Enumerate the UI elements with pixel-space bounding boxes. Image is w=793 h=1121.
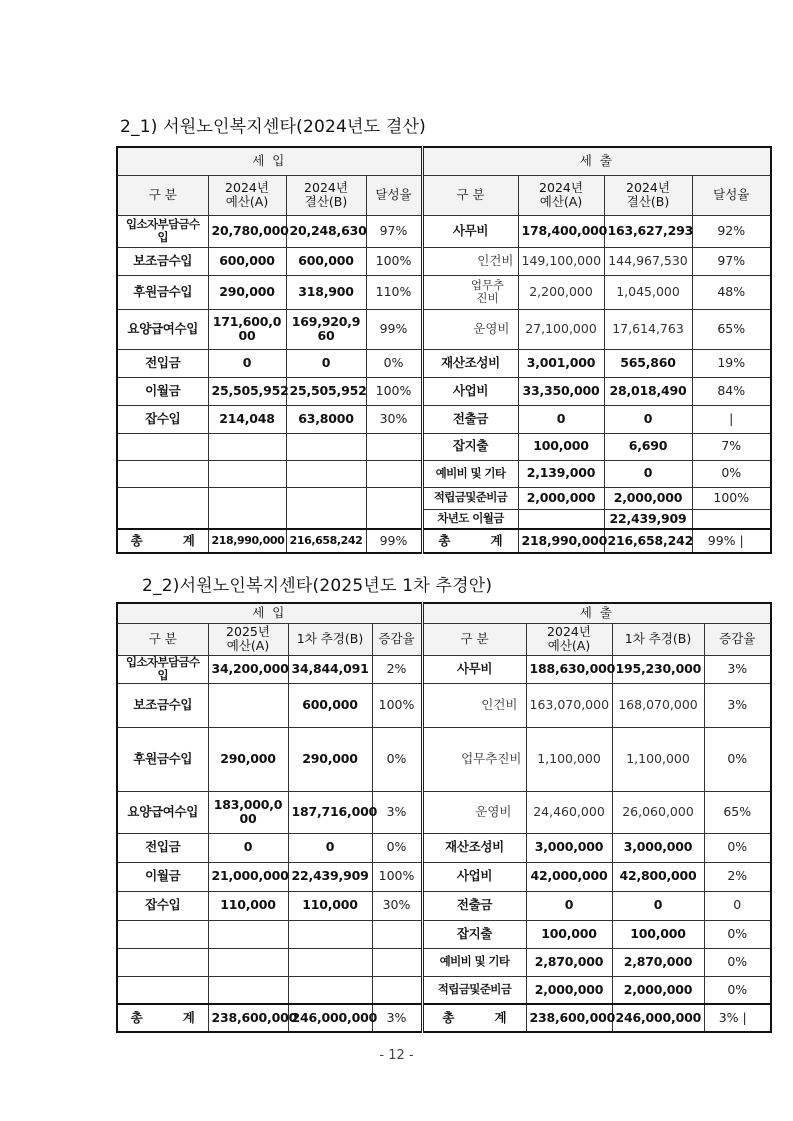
settlement-2024-table (116, 146, 772, 554)
col-budget: 2024년 예산(A) (526, 623, 612, 655)
total-value: 238,600,000 (526, 1004, 612, 1032)
cell-value: 2,000,000 (604, 487, 692, 509)
cell-rate: 97% (692, 247, 771, 275)
empty-cell (286, 460, 366, 487)
cell-rate: 99% (366, 309, 422, 349)
cell-value: 187,716,000 (288, 791, 372, 833)
empty-cell (117, 976, 208, 1004)
empty-cell (208, 433, 286, 460)
table-row (117, 976, 771, 1004)
section-title-2024-settlement: 2_1) 서원노인복지센타(2024년도 결산) (120, 117, 426, 137)
cell-value: 22,439,909 (604, 509, 692, 529)
row-label: 잡수입 (117, 891, 208, 920)
col-revised: 1차 추경(B) (288, 623, 372, 655)
cell-value: 149,100,000 (518, 247, 604, 275)
cell-value: 0 (612, 891, 704, 920)
cell-rate: 48% (692, 275, 771, 309)
cell-value: 100,000 (612, 920, 704, 948)
row-label: 요양급여수입 (117, 791, 208, 833)
cell-value: 27,100,000 (518, 309, 604, 349)
table-row (117, 460, 771, 487)
row-label: 요양급여수입 (117, 309, 208, 349)
cell-value: 178,400,000 (518, 215, 604, 247)
empty-cell (117, 460, 208, 487)
expense-header: 세 출 (422, 603, 771, 623)
row-label: 업무추진비 (422, 727, 526, 791)
cell-rate: 100% (692, 487, 771, 509)
income-header: 세 입 (117, 603, 422, 623)
empty-cell (372, 976, 422, 1004)
row-label: 적립금및준비금 (422, 487, 518, 509)
col-category: 구 분 (117, 623, 208, 655)
cell-value: 2,000,000 (518, 487, 604, 509)
cell-value: 168,070,000 (612, 683, 704, 727)
cell-rate: 100% (366, 377, 422, 405)
cell-rate: 97% (366, 215, 422, 247)
total-rate: 99% (366, 529, 422, 553)
col-actual: 2024년 결산(B) (286, 175, 366, 215)
table-row (117, 349, 771, 377)
total-label (422, 1004, 526, 1032)
row-label: 운영비 (422, 309, 518, 349)
cell-value: 3,000,000 (612, 833, 704, 862)
cell-value: 318,900 (286, 275, 366, 309)
cell-value: 2,870,000 (612, 948, 704, 976)
total-label-b: 계 (182, 1009, 195, 1025)
cell-value: 1,045,000 (604, 275, 692, 309)
row-label: 전출금 (422, 405, 518, 433)
cell-rate: 0% (372, 833, 422, 862)
cell-rate: 100% (366, 247, 422, 275)
cell-value: 163,627,293 (604, 215, 692, 247)
row-label: 전입금 (117, 833, 208, 862)
cell-rate: 30% (372, 891, 422, 920)
cell-rate: 0% (704, 727, 771, 791)
cell-rate (692, 509, 771, 529)
cell-value: 63,8000 (286, 405, 366, 433)
total-value: 246,000,000 (612, 1004, 704, 1032)
total-rate: 99% | (692, 529, 771, 553)
col-budget: 2025년 예산(A) (208, 623, 288, 655)
cell-value: 34,844,091 (288, 655, 372, 683)
row-label: 적립금및준비금 (422, 976, 526, 1004)
col-category: 구 분 (422, 623, 526, 655)
cell-rate: 0% (704, 833, 771, 862)
cell-rate: 0% (366, 349, 422, 377)
cell-rate: 3% (704, 655, 771, 683)
total-label-a: 총 (438, 532, 451, 548)
cell-rate: 2% (704, 862, 771, 891)
row-label: 전출금 (422, 891, 526, 920)
table-row (117, 655, 771, 683)
col-rate: 증감율 (704, 623, 771, 655)
table-row (117, 215, 771, 247)
col-rate: 달성율 (692, 175, 771, 215)
cell-rate: 92% (692, 215, 771, 247)
row-label: 보조금수입 (117, 247, 208, 275)
total-label-b: 계 (490, 532, 503, 548)
cell-rate: 30% (366, 405, 422, 433)
total-label-a: 총 (442, 1009, 455, 1025)
cell-value: 188,630,000 (526, 655, 612, 683)
cell-value: 171,600,000 (208, 309, 286, 349)
cell-value: 1,100,000 (612, 727, 704, 791)
row-label: 인건비 (422, 683, 526, 727)
cell-value: 0 (604, 460, 692, 487)
cell-value: 42,000,000 (526, 862, 612, 891)
total-label (422, 529, 518, 553)
total-value: 216,658,242 (286, 529, 366, 553)
empty-cell (372, 920, 422, 948)
cell-value: 100,000 (518, 433, 604, 460)
cell-value: 0 (208, 349, 286, 377)
empty-cell (117, 433, 208, 460)
row-label-text: 업무추진비 (470, 277, 505, 305)
empty-cell (372, 948, 422, 976)
empty-cell (117, 948, 208, 976)
cell-rate: 0% (704, 920, 771, 948)
row-label: 후원금수입 (117, 727, 208, 791)
cell-rate: 0 (704, 891, 771, 920)
empty-cell (208, 976, 288, 1004)
cell-rate: 3% (704, 683, 771, 727)
page-number: - 12 - (379, 1048, 414, 1063)
empty-cell (366, 487, 422, 529)
row-label: 사무비 (422, 655, 526, 683)
cell-rate: | (692, 405, 771, 433)
row-label: 잡수입 (117, 405, 208, 433)
table-row (117, 433, 771, 460)
cell-value: 3,001,000 (518, 349, 604, 377)
row-label: 운영비 (422, 791, 526, 833)
cell-value: 2,870,000 (526, 948, 612, 976)
cell-value: 26,060,000 (612, 791, 704, 833)
empty-cell (208, 920, 288, 948)
total-rate: 3% | (704, 1004, 771, 1032)
row-label: 보조금수입 (117, 683, 208, 727)
empty-cell (208, 460, 286, 487)
cell-value: 600,000 (286, 247, 366, 275)
row-label: 잡지출 (422, 920, 526, 948)
cell-value: 0 (518, 405, 604, 433)
cell-value: 0 (288, 833, 372, 862)
cell-value: 42,800,000 (612, 862, 704, 891)
cell-value: 2,139,000 (518, 460, 604, 487)
total-value: 216,658,242 (604, 529, 692, 553)
expense-header: 세 출 (422, 147, 771, 175)
cell-value: 20,248,630 (286, 215, 366, 247)
total-value: 238,600,000 (208, 1004, 288, 1032)
row-label: 이월금 (117, 377, 208, 405)
empty-cell (286, 487, 366, 529)
cell-value: 20,780,000 (208, 215, 286, 247)
cell-value: 600,000 (208, 247, 286, 275)
cell-value: 183,000,000 (208, 791, 288, 833)
cell-value: 214,048 (208, 405, 286, 433)
table-row (117, 683, 771, 727)
cell-value: 290,000 (208, 275, 286, 309)
table-row (117, 920, 771, 948)
col-rate: 증감율 (372, 623, 422, 655)
cell-value: 2,000,000 (612, 976, 704, 1004)
row-label (422, 275, 518, 309)
total-rate: 3% (372, 1004, 422, 1032)
empty-cell (117, 487, 208, 529)
table-row (117, 891, 771, 920)
table-row (117, 275, 771, 309)
cell-value: 0 (526, 891, 612, 920)
cell-value: 22,439,909 (288, 862, 372, 891)
section-title-2025-revision: 2_2)서원노인복지센타(2025년도 1차 추경안) (142, 576, 493, 596)
cell-value: 25,505,952 (286, 377, 366, 405)
empty-cell (288, 920, 372, 948)
table-row (117, 948, 771, 976)
cell-value: 0 (208, 833, 288, 862)
table-row (117, 727, 771, 791)
cell-value: 33,350,000 (518, 377, 604, 405)
total-label (117, 1004, 208, 1032)
total-value: 246,000,000 (288, 1004, 372, 1032)
empty-cell (366, 433, 422, 460)
cell-value: 100,000 (526, 920, 612, 948)
total-label-b: 계 (494, 1009, 507, 1025)
row-label: 사업비 (422, 377, 518, 405)
row-label: 재산조성비 (422, 833, 526, 862)
col-budget: 2024년 예산(A) (208, 175, 286, 215)
row-label: 예비비 및 기타 (422, 460, 518, 487)
cell-value: 0 (604, 405, 692, 433)
row-label: 사무비 (422, 215, 518, 247)
col-revised: 1차 추경(B) (612, 623, 704, 655)
col-category: 구 분 (117, 175, 208, 215)
cell-rate: 0% (704, 976, 771, 1004)
table-row (117, 377, 771, 405)
income-header: 세 입 (117, 147, 422, 175)
cell-rate: 100% (372, 862, 422, 891)
cell-rate: 65% (692, 309, 771, 349)
revision-2025-table (116, 602, 772, 1033)
cell-value: 25,505,952 (208, 377, 286, 405)
cell-value: 34,200,000 (208, 655, 288, 683)
row-label: 입소자부담금수입 (117, 215, 208, 247)
cell-value: 2,000,000 (526, 976, 612, 1004)
cell-rate: 100% (372, 683, 422, 727)
cell-value (208, 683, 288, 727)
cell-rate: 19% (692, 349, 771, 377)
cell-value: 195,230,000 (612, 655, 704, 683)
cell-value: 565,860 (604, 349, 692, 377)
total-row (117, 1004, 771, 1032)
total-label (117, 529, 208, 553)
empty-cell (208, 487, 286, 529)
col-actual: 2024년 결산(B) (604, 175, 692, 215)
cell-value: 0 (286, 349, 366, 377)
col-category: 구 분 (422, 175, 518, 215)
row-label: 후원금수입 (117, 275, 208, 309)
row-label: 차년도 이월금 (422, 509, 518, 529)
row-label: 예비비 및 기타 (422, 948, 526, 976)
cell-value: 17,614,763 (604, 309, 692, 349)
cell-value: 21,000,000 (208, 862, 288, 891)
cell-rate: 0% (704, 948, 771, 976)
cell-value: 169,920,960 (286, 309, 366, 349)
total-label-a: 총 (130, 1009, 143, 1025)
cell-rate: 7% (692, 433, 771, 460)
cell-rate: 3% (372, 791, 422, 833)
total-label-a: 총 (130, 532, 143, 548)
total-value: 218,990,000 (208, 529, 286, 553)
empty-cell (208, 948, 288, 976)
empty-cell (117, 920, 208, 948)
empty-cell (286, 433, 366, 460)
col-budget: 2024년 예산(A) (518, 175, 604, 215)
table-row (117, 247, 771, 275)
cell-value: 144,967,530 (604, 247, 692, 275)
cell-rate: 0% (692, 460, 771, 487)
cell-rate: 65% (704, 791, 771, 833)
cell-rate: 0% (372, 727, 422, 791)
table-row (117, 487, 771, 509)
cell-value: 24,460,000 (526, 791, 612, 833)
cell-value: 290,000 (208, 727, 288, 791)
cell-value: 163,070,000 (526, 683, 612, 727)
table-row (117, 405, 771, 433)
cell-value: 290,000 (288, 727, 372, 791)
table-row (117, 791, 771, 833)
row-label: 인건비 (422, 247, 518, 275)
cell-value: 110,000 (208, 891, 288, 920)
col-rate: 달성율 (366, 175, 422, 215)
row-label: 전입금 (117, 349, 208, 377)
cell-value: 1,100,000 (526, 727, 612, 791)
cell-value: 110,000 (288, 891, 372, 920)
total-row (117, 529, 771, 553)
table-row (117, 862, 771, 891)
total-label-b: 계 (182, 532, 195, 548)
cell-value (518, 509, 604, 529)
cell-value: 3,000,000 (526, 833, 612, 862)
cell-value: 28,018,490 (604, 377, 692, 405)
cell-value: 6,690 (604, 433, 692, 460)
empty-cell (288, 976, 372, 1004)
row-label: 재산조성비 (422, 349, 518, 377)
cell-rate: 84% (692, 377, 771, 405)
cell-value: 600,000 (288, 683, 372, 727)
cell-rate: 2% (372, 655, 422, 683)
cell-rate: 110% (366, 275, 422, 309)
table-row (117, 309, 771, 349)
row-label: 잡지출 (422, 433, 518, 460)
row-label: 사업비 (422, 862, 526, 891)
total-value: 218,990,000 (518, 529, 604, 553)
table-row (117, 833, 771, 862)
empty-cell (366, 460, 422, 487)
cell-value: 2,200,000 (518, 275, 604, 309)
row-label: 입소자부담금수입 (117, 655, 208, 683)
empty-cell (288, 948, 372, 976)
row-label: 이월금 (117, 862, 208, 891)
